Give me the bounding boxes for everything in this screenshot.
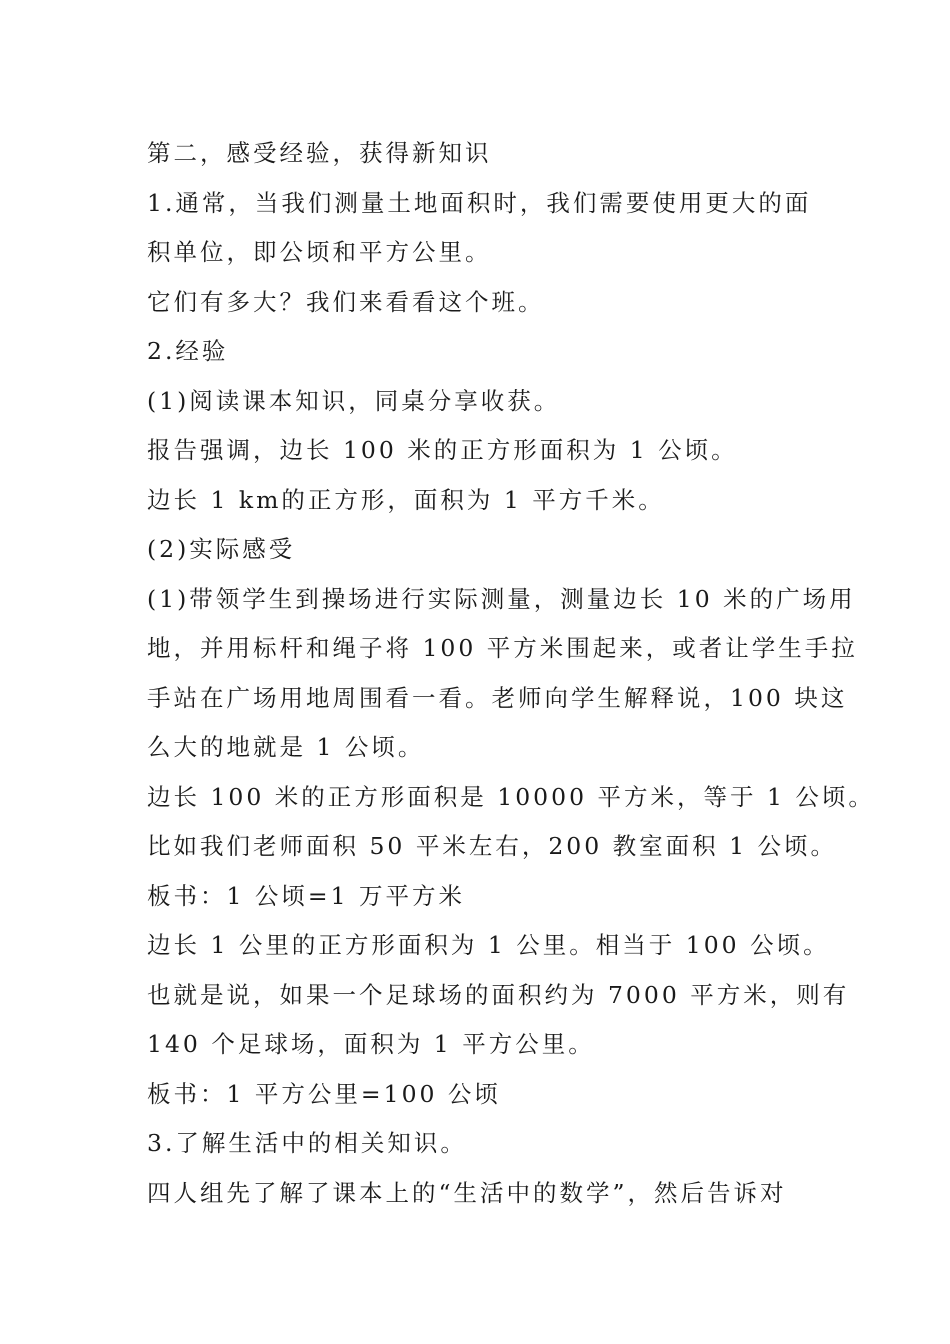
paragraph-line: (1)阅读课本知识，同桌分享收获。: [147, 386, 561, 415]
paragraph-line: 140 个足球场，面积为 1 平方公里。: [147, 1030, 595, 1058]
subsection-heading: 2.经验: [147, 337, 229, 365]
paragraph-line: 也就是说，如果一个足球场的面积约为 7000 平方米，则有: [147, 980, 850, 1009]
paragraph-line: 边长 1 公里的正方形面积为 1 公里。相当于 100 公顷。: [147, 931, 830, 959]
paragraph-line: 比如我们老师面积 50 平米左右，200 教室面积 1 公顷。: [147, 832, 838, 860]
paragraph-line: 它们有多大？我们来看看这个班。: [147, 287, 545, 316]
paragraph-line: 四人组先了解了课本上的“生活中的数学”，然后告诉对: [147, 1178, 787, 1207]
subsection-heading: 3.了解生活中的相关知识。: [147, 1129, 467, 1157]
blackboard-note: 板书：1 公顷=1 万平方米: [147, 881, 466, 910]
paragraph-line: 边长 1 km的正方形，面积为 1 平方千米。: [147, 485, 665, 514]
paragraph-line: 积单位，即公顷和平方公里。: [147, 238, 492, 266]
subsection-heading: (2)实际感受: [147, 535, 296, 563]
blackboard-note: 板书：1 平方公里=100 公顷: [147, 1079, 501, 1108]
paragraph-line: 么大的地就是 1 公顷。: [147, 733, 425, 761]
paragraph-line: (1)带领学生到操场进行实际测量，测量边长 10 米的广场用: [147, 584, 856, 613]
paragraph-line: 地，并用标杆和绳子将 100 平方米围起来，或者让学生手拉: [147, 634, 858, 662]
paragraph-line: 1.通常，当我们测量土地面积时，我们需要使用更大的面: [147, 188, 812, 217]
paragraph-line: 报告强调，边长 100 米的正方形面积为 1 公顷。: [147, 436, 738, 464]
document-body: [147, 129, 875, 1218]
paragraph-line: 手站在广场用地周围看一看。老师向学生解释说，100 块这: [147, 683, 848, 712]
section-heading: 第二，感受经验，获得新知识: [147, 139, 492, 167]
paragraph-line: 边长 100 米的正方形面积是 10000 平方米，等于 1 公顷。: [147, 782, 875, 811]
